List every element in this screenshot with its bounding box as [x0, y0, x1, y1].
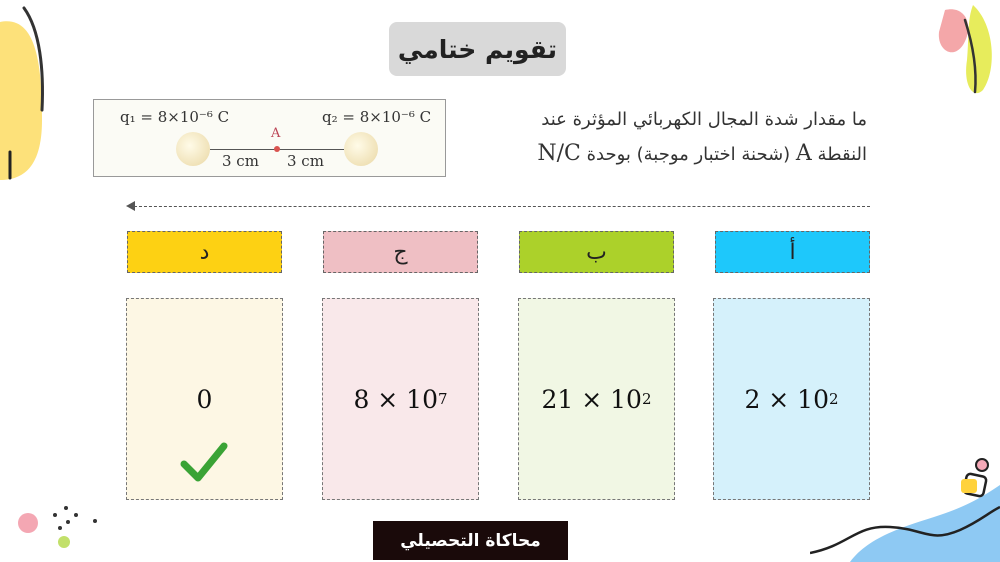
question-line-2	[447, 138, 867, 171]
answer-d-value: 0	[196, 384, 213, 414]
decor-top-right	[925, 0, 1000, 100]
charge-q2-label: q₂ = 8×10⁻⁶ C	[322, 108, 432, 126]
point-a-marker	[274, 146, 280, 152]
charge-q1-sphere	[176, 132, 210, 166]
decor-bottom-left	[0, 488, 110, 548]
answer-b-mantissa: 21 × 10	[541, 384, 642, 414]
question-point: A	[795, 141, 812, 166]
option-answer-a[interactable]	[713, 298, 870, 500]
charge-q2-sphere	[344, 132, 378, 166]
question-line-1: ما مقدار شدة المجال الكهربائي المؤثرة عند	[541, 109, 867, 130]
question-prefix: النقطة	[817, 144, 867, 165]
point-a-label: A	[271, 126, 281, 141]
decor-top-left	[0, 0, 60, 190]
option-answer-c[interactable]	[322, 298, 479, 500]
distance-right: 3 cm	[287, 152, 324, 170]
charges-figure	[93, 99, 446, 177]
question-unit: N/C	[537, 141, 581, 166]
check-icon	[180, 440, 228, 484]
page-title: تقويم ختامي	[389, 22, 566, 76]
option-label-c[interactable]: ج	[323, 231, 478, 273]
footer-banner: محاكاة التحصيلي	[373, 521, 568, 560]
question-middle: (شحنة اختبار موجبة) بوحدة	[586, 144, 791, 165]
option-label-a[interactable]: أ	[715, 231, 870, 273]
option-answer-b[interactable]	[518, 298, 675, 500]
answer-c-exponent: 7	[438, 390, 448, 408]
direction-arrow-line	[134, 206, 870, 207]
distance-left: 3 cm	[222, 152, 259, 170]
option-label-d[interactable]: د	[127, 231, 282, 273]
answer-a-mantissa: 2 × 10	[744, 384, 829, 414]
answer-b-exponent: 2	[641, 390, 652, 408]
option-label-b[interactable]: ب	[519, 231, 674, 273]
charge-q1-label: q₁ = 8×10⁻⁶ C	[120, 108, 230, 126]
answer-a-exponent: 2	[829, 390, 839, 408]
direction-arrow-head	[126, 201, 135, 211]
answer-c-mantissa: 8 × 10	[353, 384, 438, 414]
